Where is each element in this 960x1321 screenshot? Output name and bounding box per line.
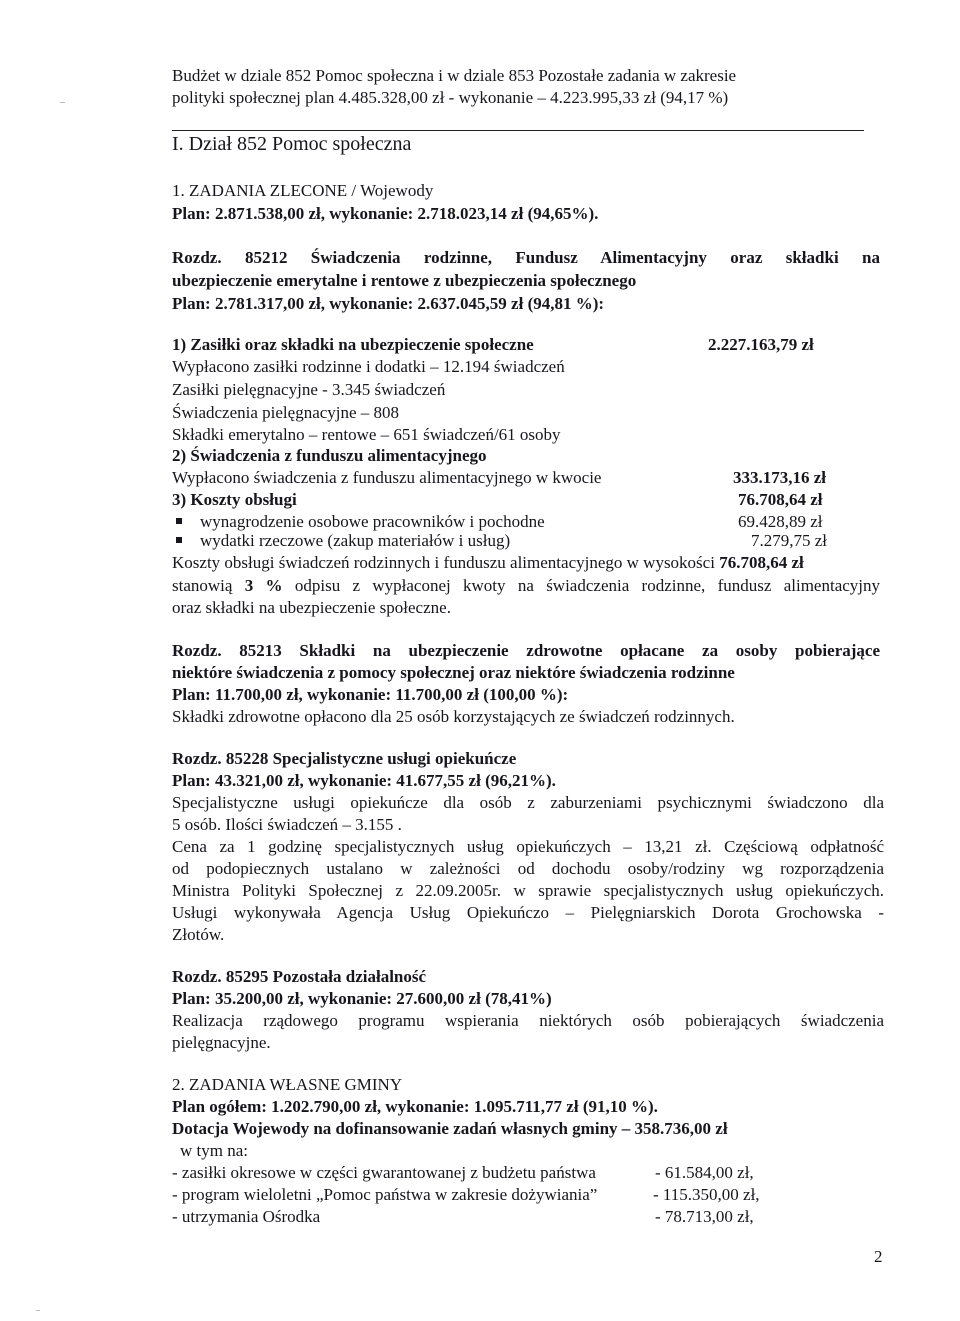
- bullet1-label: wynagrodzenie osobowe pracowników i pochodne: [200, 512, 545, 531]
- r85228-line-5: Ministra Polityki Społecznej z 22.09.2005r. w sprawie specjalistycznych usług opiekuńczych.: [172, 881, 884, 900]
- item1-line-3: Świadczenia pielęgnacyjne – 808: [172, 403, 400, 422]
- heading-line-1: Budżet w dziale 852 Pomoc społeczna i w dziale 853 Pozostałe zadania w zakresie: [172, 66, 737, 85]
- item2-label: 2) Świadczenia z funduszu alimentacyjnego: [172, 446, 487, 465]
- r85212-plan: Plan: 2.781.317,00 zł, wykonanie: 2.637.045,59 zł (94,81 %):: [172, 294, 605, 313]
- item1-line-2: Zasiłki pielęgnacyjne - 3.345 świadczeń: [172, 380, 446, 399]
- r85228-line-6: Usługi wykonywała Agencja Usług Opiekuńczo – Pielęgniarskich Dorota Grochowska -: [172, 903, 884, 922]
- task2-item-value: - 61.584,00 zł,: [655, 1163, 754, 1182]
- summary-percent: 3 %: [244, 576, 283, 595]
- item1-line-4: Składki emerytalno – rentowe – 651 świadczeń/61 osoby: [172, 425, 561, 444]
- r85228-plan: Plan: 43.321,00 zł, wykonanie: 41.677,55 zł (96,21%).: [172, 771, 556, 790]
- r85213-text: Składki zdrowotne opłacono dla 25 osób korzystających ze świadczeń rodzinnych.: [172, 707, 735, 726]
- scan-mark: [60, 102, 65, 103]
- task2-dotacja: Dotacja Wojewody na dofinansowanie zadań własnych gminy – 358.736,00 zł: [172, 1119, 728, 1138]
- scan-mark: [36, 1310, 40, 1311]
- r85228-line-3: Cena za 1 godzinę specjalistycznych usług opiekuńczych – 13,21 zł. Częściową odpłatność: [172, 837, 884, 856]
- r85228-line-1: Specjalistyczne usługi opiekuńcze dla osób z zaburzeniami psychicznymi świadczono dla: [172, 793, 884, 812]
- item2-line: Wypłacono świadczenia z funduszu alimentacyjnego w kwocie: [172, 468, 602, 487]
- item3-label: 3) Koszty obsługi: [172, 490, 297, 509]
- r85228-title: Rozdz. 85228 Specjalistyczne usługi opiekuńcze: [172, 749, 517, 768]
- task2-item-label: - zasiłki okresowe w części gwarantowanej z budżetu państwa: [172, 1163, 596, 1182]
- heading-line-2: polityki społecznej plan 4.485.328,00 zł - wykonanie – 4.223.995,33 zł (94,17 %): [172, 88, 729, 107]
- summary-word: stanowią: [172, 576, 233, 595]
- r85212-title-line-2: ubezpieczenie emerytalne i rentowe z ubezpieczenia społecznego: [172, 271, 637, 290]
- task2-item-label: - program wieloletni „Pomoc państwa w zakresie dożywiania”: [172, 1185, 598, 1204]
- task2-item-label: - utrzymania Ośrodka: [172, 1207, 321, 1226]
- task2-w-tym: w tym na:: [180, 1141, 248, 1160]
- summary-amount: 76.708,64 zł: [719, 553, 804, 572]
- section-title: I. Dział 852 Pomoc społeczna: [172, 133, 412, 155]
- bullet2-value: 7.279,75 zł: [751, 531, 828, 550]
- task2-item-value: - 115.350,00 zł,: [653, 1185, 760, 1204]
- bullet1-value: 69.428,89 zł: [738, 512, 823, 531]
- r85228-line-2: 5 osób. Ilości świadczeń – 3.155 .: [172, 815, 402, 834]
- r85213-title-line-2: niektóre świadczenia z pomocy społecznej oraz niektóre świadczenia rodzinne: [172, 663, 735, 682]
- task1-title: 1. ZADANIA ZLECONE / Wojewody: [172, 181, 434, 200]
- summary-line-1: [172, 553, 804, 573]
- bullet2-label: wydatki rzeczowe (zakup materiałów i usług): [200, 531, 511, 550]
- item1-value: 2.227.163,79 zł: [708, 335, 814, 354]
- r85295-title: Rozdz. 85295 Pozostała działalność: [172, 967, 427, 986]
- summary-rest: odpisu z wypłaconej kwoty na świadczenia rodzinne, fundusz alimentacyjny: [294, 576, 881, 595]
- task2-item-value: - 78.713,00 zł,: [655, 1207, 754, 1226]
- r85212-title-line-1: Rozdz. 85212 Świadczenia rodzinne, Fundusz Alimentacyjny oraz składki na: [172, 248, 880, 267]
- r85295-line-1: Realizacja rządowego programu wspierania niektórych osób pobierających świadczenia: [172, 1011, 884, 1030]
- r85213-plan: Plan: 11.700,00 zł, wykonanie: 11.700,00 zł (100,00 %):: [172, 685, 569, 704]
- item1-label: 1) Zasiłki oraz składki na ubezpieczenie społeczne: [172, 335, 534, 354]
- task2-plan: Plan ogółem: 1.202.790,00 zł, wykonanie: 1.095.711,77 zł (91,10 %).: [172, 1097, 658, 1116]
- r85213-title-line-1: Rozdz. 85213 Składki na ubezpieczenie zdrowotne opłacane za osoby pobierające: [172, 641, 880, 660]
- r85295-plan: Plan: 35.200,00 zł, wykonanie: 27.600,00 zł (78,41%): [172, 989, 552, 1008]
- bullet-icon: [176, 518, 182, 524]
- bullet-icon: [176, 537, 182, 543]
- item2-value: 333.173,16 zł: [733, 468, 827, 487]
- item1-line-1: Wypłacono zasiłki rodzinne i dodatki – 12.194 świadczeń: [172, 357, 565, 376]
- heading-divider: [172, 130, 864, 131]
- task2-title: 2. ZADANIA WŁASNE GMINY: [172, 1075, 403, 1094]
- r85228-line-7: Złotów.: [172, 925, 225, 944]
- r85295-line-2: pielęgnacyjne.: [172, 1033, 271, 1052]
- page-number: 2: [874, 1247, 883, 1266]
- summary-line-2: [172, 576, 880, 596]
- summary-prefix: Koszty obsługi świadczeń rodzinnych i funduszu alimentacyjnego w wysokości: [172, 553, 715, 572]
- r85228-line-4: od podopiecznych ustalano w zależności od dochodu osoby/rodziny wg rozporządzenia: [172, 859, 884, 878]
- summary-line-3: oraz składki na ubezpieczenie społeczne.: [172, 598, 451, 617]
- item3-value: 76.708,64 zł: [738, 490, 823, 509]
- task1-plan: Plan: 2.871.538,00 zł, wykonanie: 2.718.023,14 zł (94,65%).: [172, 204, 599, 223]
